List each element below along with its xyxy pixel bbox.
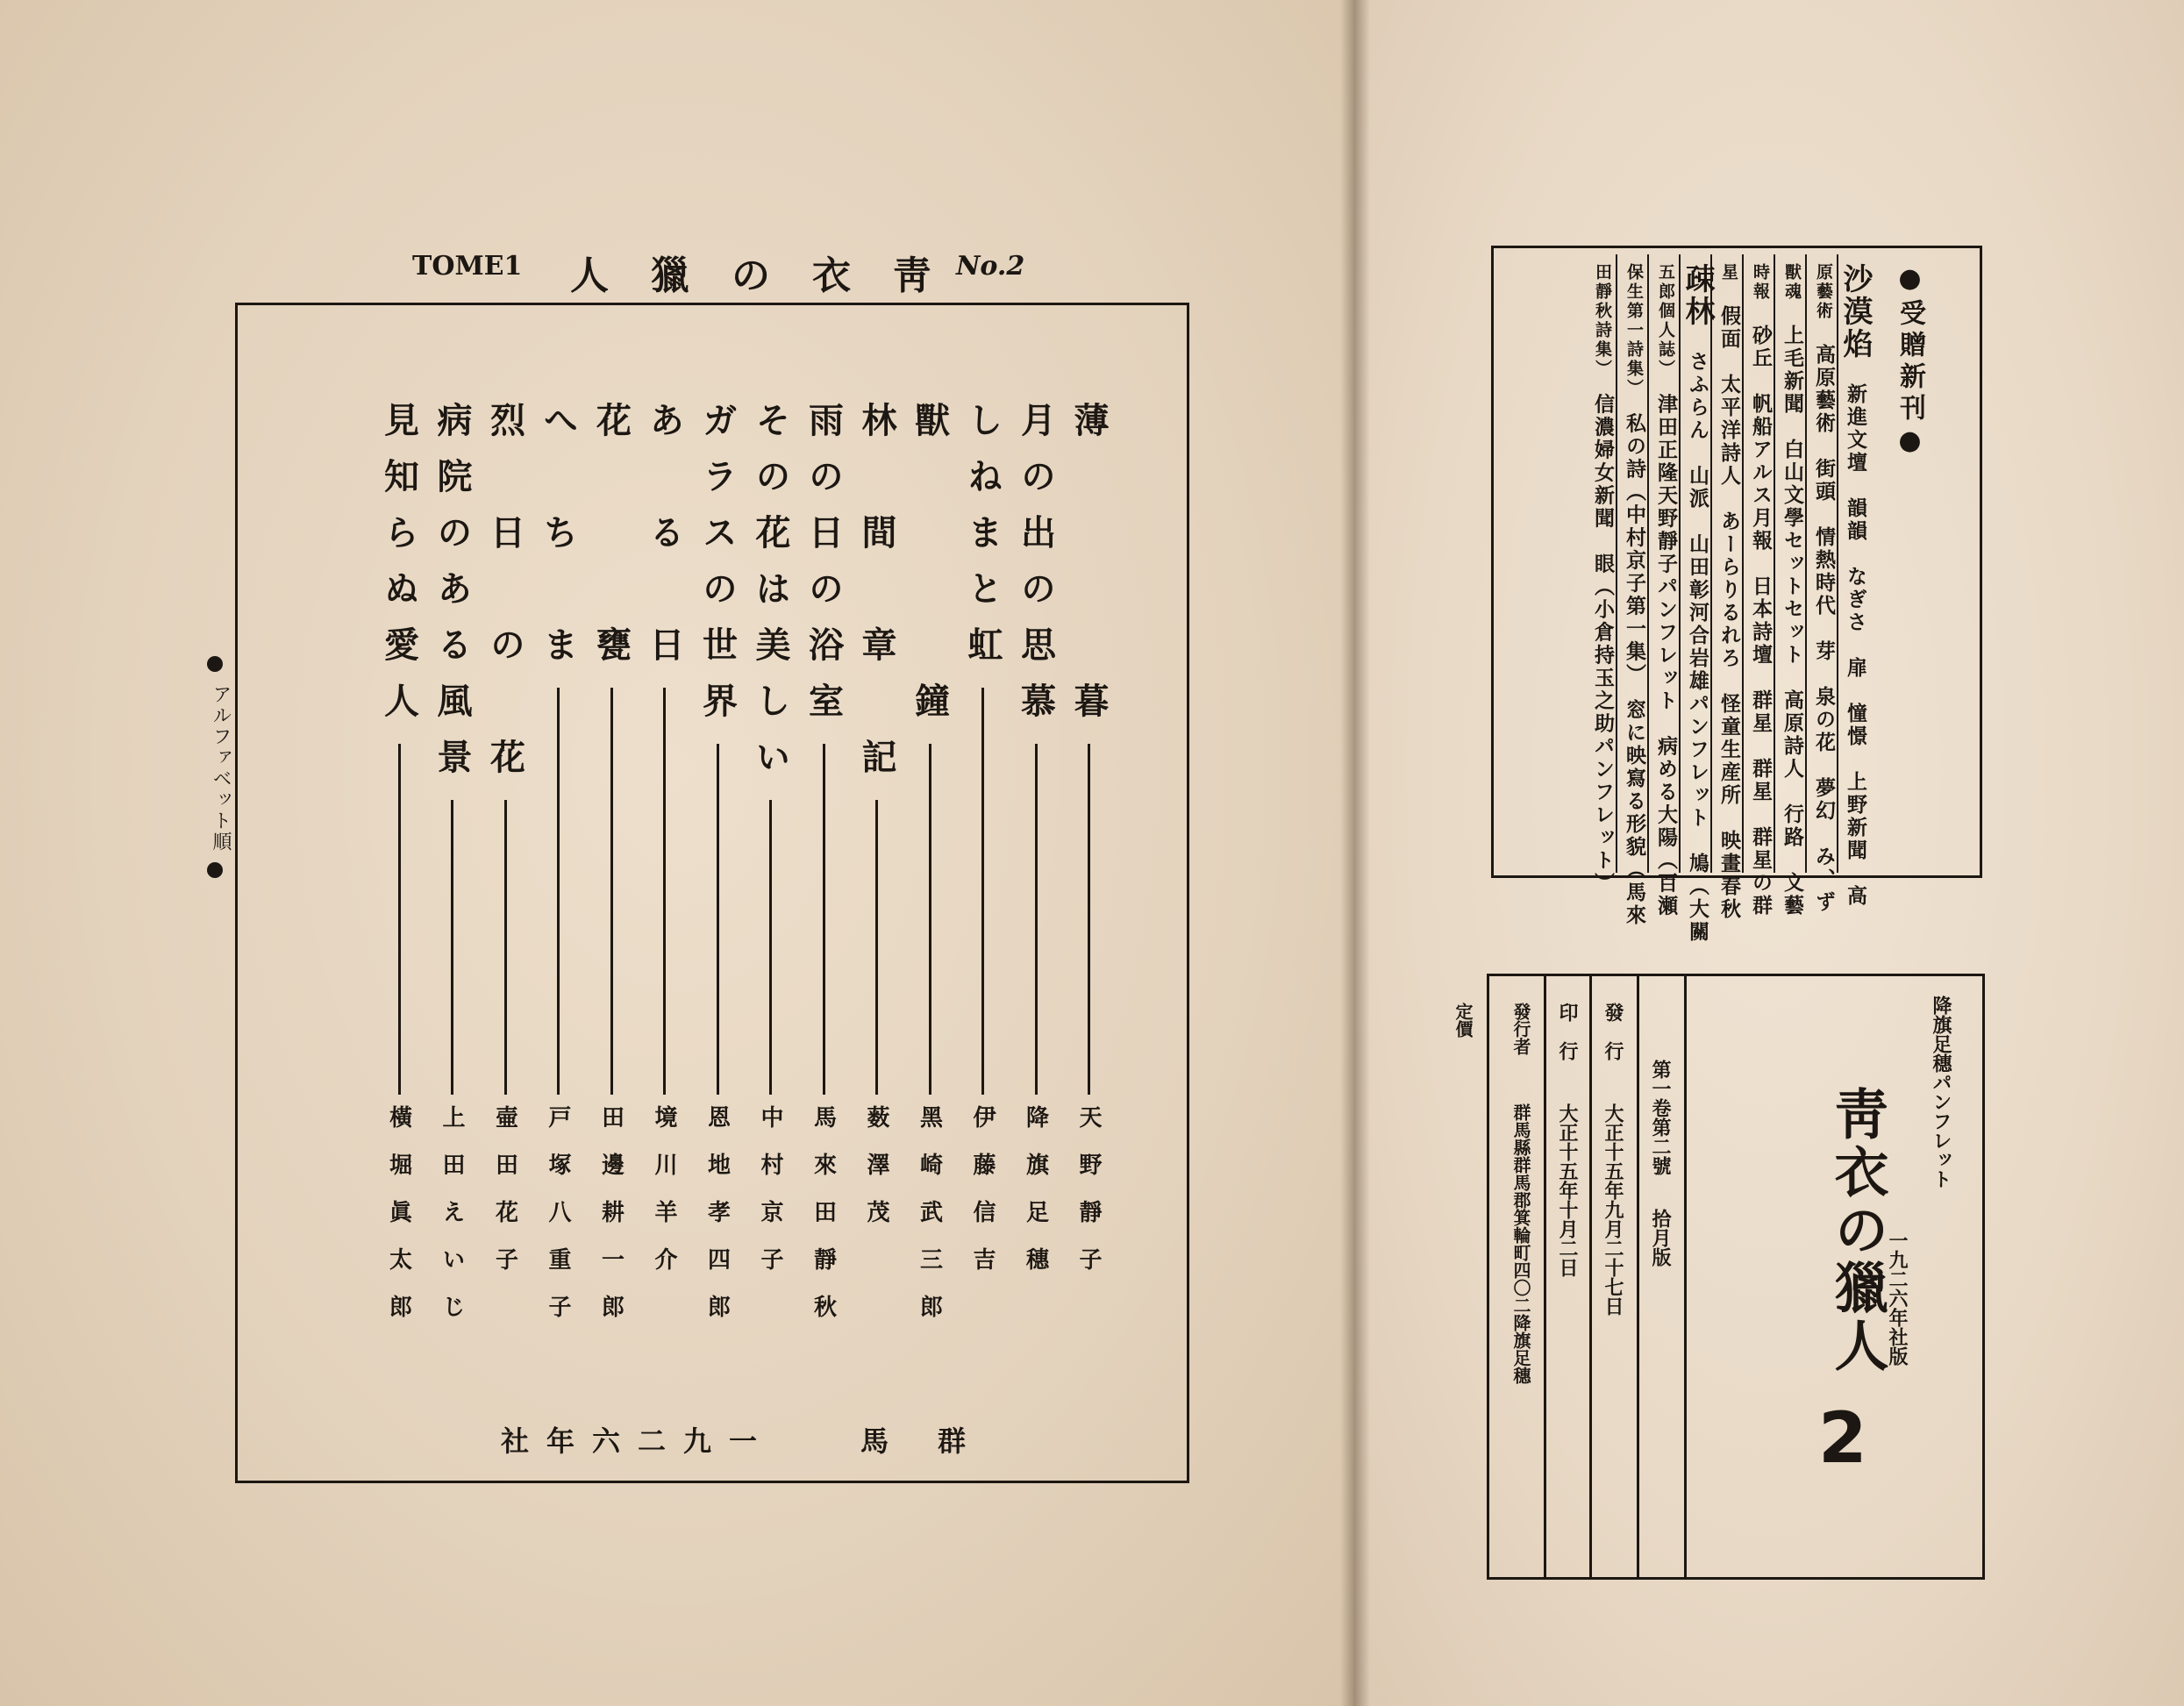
colophon-box <box>1452 974 1985 1580</box>
column-rule <box>1805 254 1807 873</box>
publisher-year: 社年六二九一 <box>501 1424 775 1458</box>
toc-entry <box>1062 402 1115 1393</box>
tome-label: TOME1 <box>412 251 523 282</box>
received-text: さふらん 山派 山田彰河合岩雄パンフレット 鳩（大關 <box>1686 328 1709 944</box>
received-column <box>1779 263 1805 917</box>
column-rule <box>1647 254 1649 873</box>
toc-leader-rule <box>929 744 931 1095</box>
toc-entry <box>797 402 850 1393</box>
received-text: 新進文壇 韻韻 なぎさ 扉 憧憬 上野新聞 高 <box>1844 360 1867 908</box>
received-text: 星 <box>1719 263 1738 282</box>
toc-author: 境川羊介 <box>651 1105 677 1295</box>
received-text: 原藝術 <box>1814 263 1833 321</box>
sort-note: アルファベット順 <box>210 684 232 853</box>
version-label: 拾月版 <box>1649 1209 1672 1267</box>
received-text: 信濃婦女新聞 眼（小倉持玉之助パンフレット） <box>1591 370 1615 896</box>
toc-author: 伊藤信吉 <box>969 1105 996 1295</box>
toc-entry <box>956 402 1009 1393</box>
issued-label: 發 行 <box>1602 1003 1624 1060</box>
toc-leader-rule <box>717 744 719 1095</box>
issue-number: 2 <box>1818 1397 1867 1479</box>
toc-title: 獸 鐘 <box>909 402 951 739</box>
received-text: 私の詩（中村京子第一集） 窓に映寫る形貌（馬來 <box>1623 389 1646 927</box>
toc-title: 林 間 章 記 <box>856 402 897 795</box>
toc-title: しねまと虹 <box>962 402 1003 682</box>
toc-title: へ ち ま <box>538 402 579 682</box>
toc-entry <box>691 402 744 1393</box>
received-heading: ●受贈新刊● <box>1895 263 1925 461</box>
series-name: 降旗足穗パンフレット <box>1930 996 1952 1188</box>
toc-title: 月の出の思慕 <box>1015 402 1057 739</box>
toc-title: その花は美しい <box>750 402 791 795</box>
colophon-divider <box>1544 976 1546 1577</box>
toc-author: 降旗足穗 <box>1022 1105 1049 1295</box>
toc-title: ガラスの世界 <box>696 402 739 739</box>
toc-title: 雨の日の浴室 <box>803 402 845 739</box>
toc-title: 花 甕 <box>590 402 632 682</box>
toc-entry <box>425 402 478 1393</box>
colophon-divider <box>1637 976 1639 1577</box>
toc-leader-rule <box>769 800 772 1095</box>
toc-leader-rule <box>663 688 666 1095</box>
frame-right-rule <box>1980 248 1982 875</box>
received-column <box>1747 263 1774 917</box>
toc-entry <box>532 402 584 1393</box>
publisher-label: 發行者 <box>1510 1003 1531 1055</box>
toc-title: あ る 日 <box>644 402 685 682</box>
toc-title: 烈 日 の 花 <box>484 402 526 795</box>
toc-entry <box>373 402 425 1393</box>
column-rule <box>1616 254 1617 873</box>
toc-leader-rule <box>1088 744 1090 1095</box>
colophon-divider <box>1684 976 1687 1577</box>
table-of-contents <box>210 303 1189 1483</box>
column-rule <box>1710 254 1712 873</box>
volume-number: 第一卷第二號 <box>1649 1060 1672 1175</box>
publisher-address: 群馬縣群馬郡箕輪町四〇二降旗足穗 <box>1510 1103 1531 1384</box>
toc-leader-rule <box>1035 744 1038 1095</box>
edition-note: 一九二六年社版 <box>1886 1231 1909 1366</box>
toc-title: 薄 暮 <box>1068 402 1110 739</box>
printed-date: 大正十五年十月二日 <box>1556 1103 1579 1277</box>
price-label: 定價 <box>1452 1003 1474 1038</box>
received-text: 五郎個人誌） <box>1656 263 1675 371</box>
toc-entry <box>850 402 903 1393</box>
toc-leader-rule <box>504 800 507 1095</box>
journal-header <box>412 244 1026 298</box>
received-text: 田靜秋詩集） <box>1593 263 1612 371</box>
frame-left-rule <box>1491 248 1494 875</box>
toc-entry <box>479 402 532 1393</box>
printed-label: 印 行 <box>1556 1003 1579 1060</box>
column-rule <box>1679 254 1681 873</box>
toc-author: 恩地孝四郎 <box>703 1105 731 1342</box>
received-text: 砂丘 帆船アルス月報 日本詩壇 群星 群星 群星の群 <box>1749 302 1773 917</box>
toc-author: 田邊耕一郎 <box>597 1105 625 1342</box>
toc-author: 天野靜子 <box>1075 1105 1102 1295</box>
issued-date: 大正十五年九月二十七日 <box>1602 1103 1624 1316</box>
received-text: 獸魂 <box>1782 263 1802 302</box>
toc-leader-rule <box>610 688 613 1095</box>
received-column <box>1621 263 1647 927</box>
received-text: 保生第一詩集） <box>1624 263 1644 390</box>
toc-author: 薮澤茂 <box>863 1105 889 1247</box>
publisher-place: 馬群 <box>860 1424 1016 1458</box>
toc-title: 病院のある風景 <box>432 402 473 795</box>
received-text: 假面 太平洋詩人 あーらりるれろ 怪童生産所 映畫春秋 <box>1717 282 1741 921</box>
issue-label: No.2 <box>956 251 1025 282</box>
received-column <box>1652 263 1679 918</box>
column-rule <box>1837 254 1838 873</box>
toc-author: 中村京子 <box>757 1105 783 1295</box>
received-column <box>1838 263 1873 908</box>
column-rule <box>1774 254 1775 873</box>
received-column <box>1680 263 1715 944</box>
received-text: 疎林 <box>1680 263 1715 328</box>
colophon-title: 靑衣の獵人 <box>1825 1086 1889 1375</box>
toc-author: 戸塚八重子 <box>545 1105 571 1342</box>
toc-entry <box>1010 402 1062 1393</box>
colophon-divider <box>1589 976 1592 1577</box>
bullet-icon <box>207 656 223 672</box>
received-text: 高原藝術 街頭 情熱時代 芽 泉の花 夢幻 み、ず <box>1812 321 1836 914</box>
toc-author: 橫堀眞太郎 <box>385 1105 412 1342</box>
toc-leader-rule <box>823 744 825 1095</box>
toc-leader-rule <box>981 688 984 1095</box>
received-text: 上毛新聞 白山文學セットセット 高原詩人 行路 文藝 <box>1781 302 1804 917</box>
book-gutter <box>1340 0 1370 1706</box>
received-column <box>1589 263 1616 896</box>
toc-entry <box>744 402 796 1393</box>
toc-author: 上田えいじ <box>439 1105 465 1342</box>
received-text: 津田正隆天野靜子パンフレット 病める大陽（百瀬 <box>1654 370 1678 918</box>
received-column <box>1716 263 1742 921</box>
toc-author: 黑崎武三郎 <box>916 1105 943 1342</box>
received-text: 時報 <box>1751 263 1770 302</box>
column-rule <box>1742 254 1744 873</box>
toc-leader-rule <box>875 800 878 1095</box>
received-text: 沙漠焰 <box>1838 263 1873 360</box>
toc-leader-rule <box>451 800 453 1095</box>
toc-entry <box>585 402 638 1393</box>
received-column <box>1810 263 1837 914</box>
bullet-icon <box>207 862 223 878</box>
journal-title: 人獵の衣靑 <box>570 253 974 298</box>
toc-entry <box>638 402 690 1393</box>
toc-title: 見知らぬ愛人 <box>378 402 420 739</box>
toc-leader-rule <box>557 688 560 1095</box>
toc-author: 馬來田靜秋 <box>810 1105 837 1342</box>
toc-author: 壷田花子 <box>491 1105 518 1295</box>
toc-entry <box>903 402 956 1393</box>
toc-leader-rule <box>398 744 401 1095</box>
